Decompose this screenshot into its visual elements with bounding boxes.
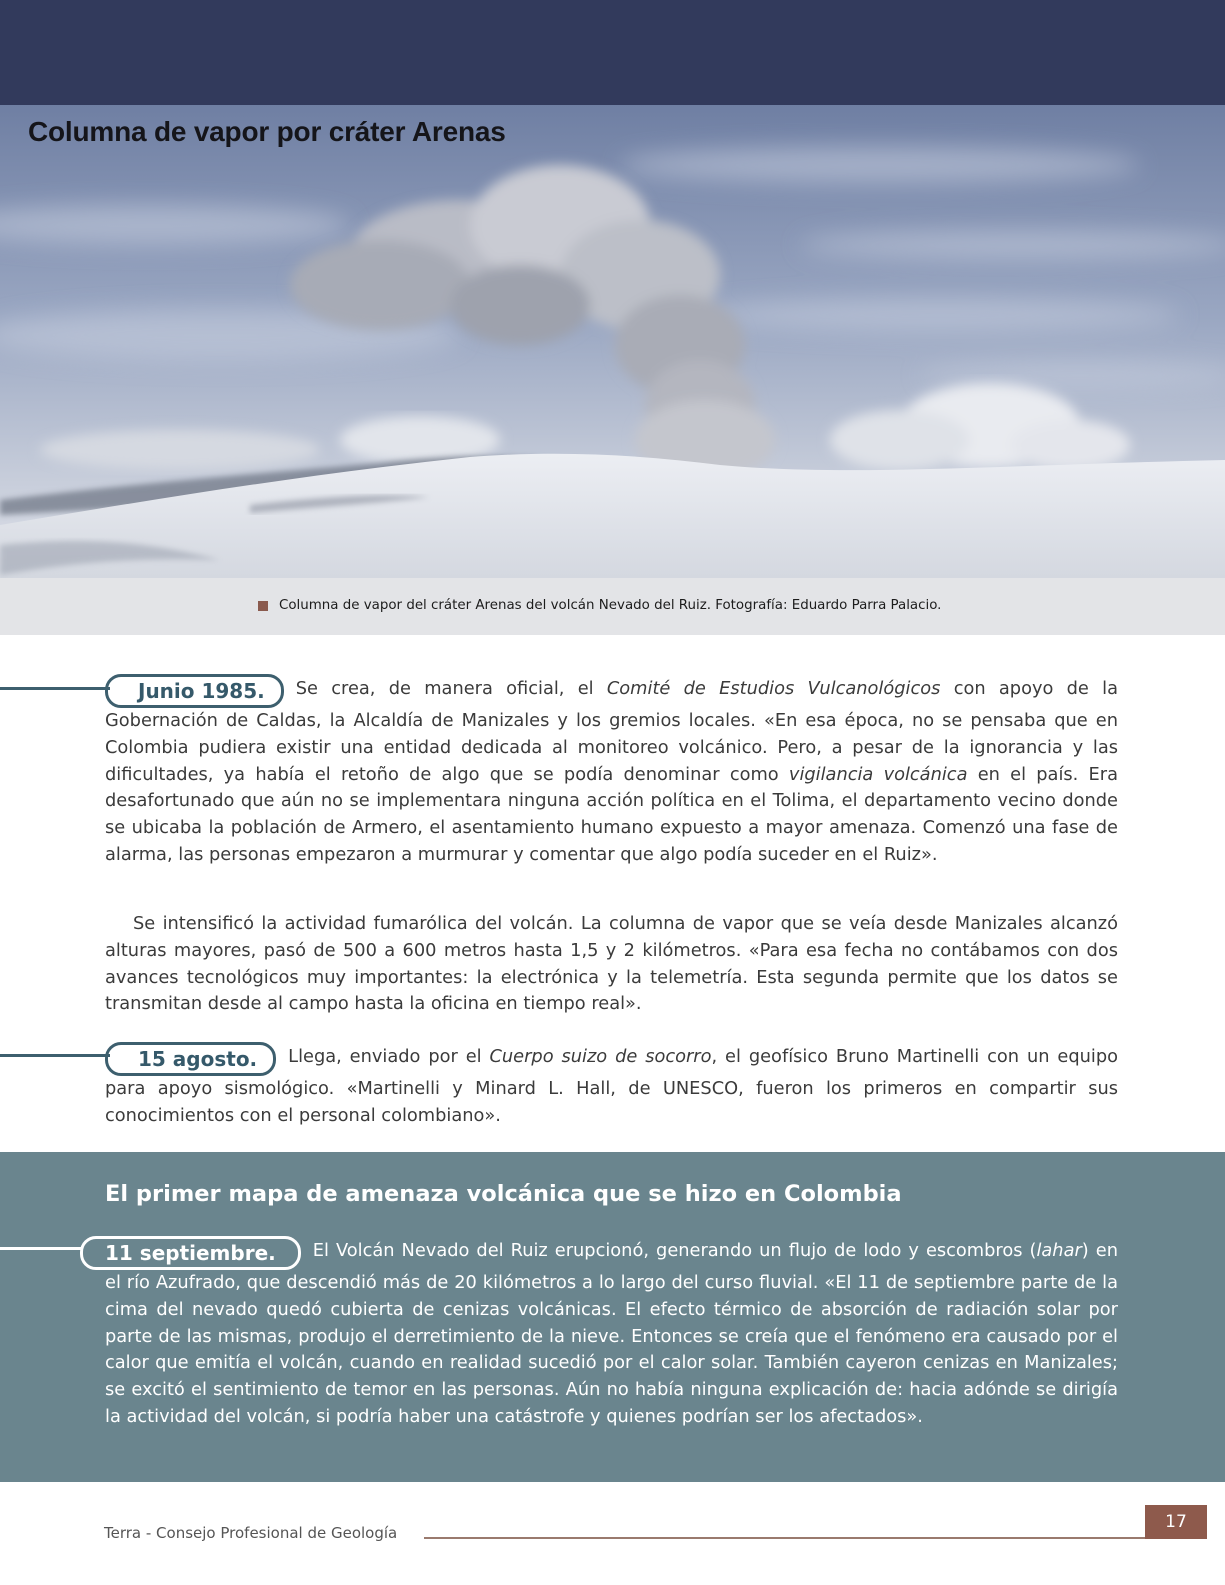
footer-rule bbox=[424, 1537, 1146, 1539]
timeline-connector bbox=[0, 1247, 82, 1250]
header-band bbox=[0, 0, 1225, 105]
photo-title: Columna de vapor por cráter Arenas bbox=[28, 116, 506, 147]
page-number: 17 bbox=[1145, 1505, 1207, 1539]
date-badge: Junio 1985. bbox=[105, 674, 284, 708]
volcano-photo bbox=[0, 105, 1225, 578]
timeline-connector bbox=[0, 1054, 110, 1057]
footer-publication: Terra - Consejo Profesional de Geología bbox=[104, 1524, 398, 1542]
photo-caption-text: Columna de vapor del cráter Arenas del volcán Nevado del Ruiz. Fotografía: Eduardo Parra Palacio. bbox=[279, 598, 942, 613]
date-badge: 11 septiembre. bbox=[80, 1236, 301, 1270]
entry-11-septiembre: 11 septiembre. El Volcán Nevado del Ruiz erupcionó, generando un flujo de lodo y escombros (lahar) en el río Azufrado, que descendió más de 20 kilómetros a lo largo del curso fluvial. «El 11 de septiembre parte de la cima del nevado quedó cubierta de cenizas volcánicas. El efecto térmico de absorción de radiación solar por parte de las mismas, produjo el derretimiento de la nieve. Entonces se creía que el fenómeno era causado por el calor que emitía el volcán, cuando en realidad sucedió por el calor solar. También cayeron cenizas en Manizales; se excitó el sentimiento de temor en las personas. Aún no había ninguna explicación de: hacia adónde se dirigía la actividad del volcán, si podría haber una catástrofe y quienes podrían ser los afectados». bbox=[105, 1236, 1118, 1431]
entry-junio-1985: Junio 1985. Se crea, de manera oficial, el Comité de Estudios Vulcanológicos con apoyo de la Gobernación de Caldas, la Alcaldía de Manizales y los gremios locales. «En esa época, no se pensaba que en Colombia pudiera existir una entidad dedicada al monitoreo volcánico. Pero, a pesar de la ignorancia y las dificultades, ya había el retoño de algo que se podía denominar como vigilancia volcánica en el país. Era desafortunado que aún no se implementara ninguna acción política en el Tolima, el departamento vecino donde se ubicaba la población de Armero, el asentamiento humano expuesto a mayor amenaza. Comenzó una fase de alarma, las personas empezaron a murmurar y comentar que algo podía suceder en el Ruiz». bbox=[105, 674, 1118, 869]
timeline-connector bbox=[0, 687, 110, 690]
paragraph-fumarolic-activity: Se intensificó la actividad fumarólica del volcán. La columna de vapor que se veía desde Manizales alcanzó alturas mayores, pasó de 500 a 600 metros hasta 1,5 y 2 kilómetros. «Para esa fecha no contábamos con dos avances tecnológicos muy importantes: la electrónica y la telemetría. Esta segunda permite que los datos se transmitan desde al campo hasta la oficina en tiempo real». bbox=[105, 913, 1118, 1015]
entry-15-agosto: 15 agosto. Llega, enviado por el Cuerpo suizo de socorro, el geofísico Bruno Martinelli con un equipo para apoyo sismológico. «Martinelli y Minard L. Hall, de UNESCO, fueron los primeros en compartir sus conocimientos con el personal colombiano». bbox=[105, 1042, 1118, 1130]
section-title: El primer mapa de amenaza volcánica que se hizo en Colombia bbox=[105, 1181, 902, 1207]
square-bullet-icon bbox=[258, 601, 268, 611]
photo-caption bbox=[258, 598, 941, 613]
date-badge: 15 agosto. bbox=[105, 1042, 276, 1076]
